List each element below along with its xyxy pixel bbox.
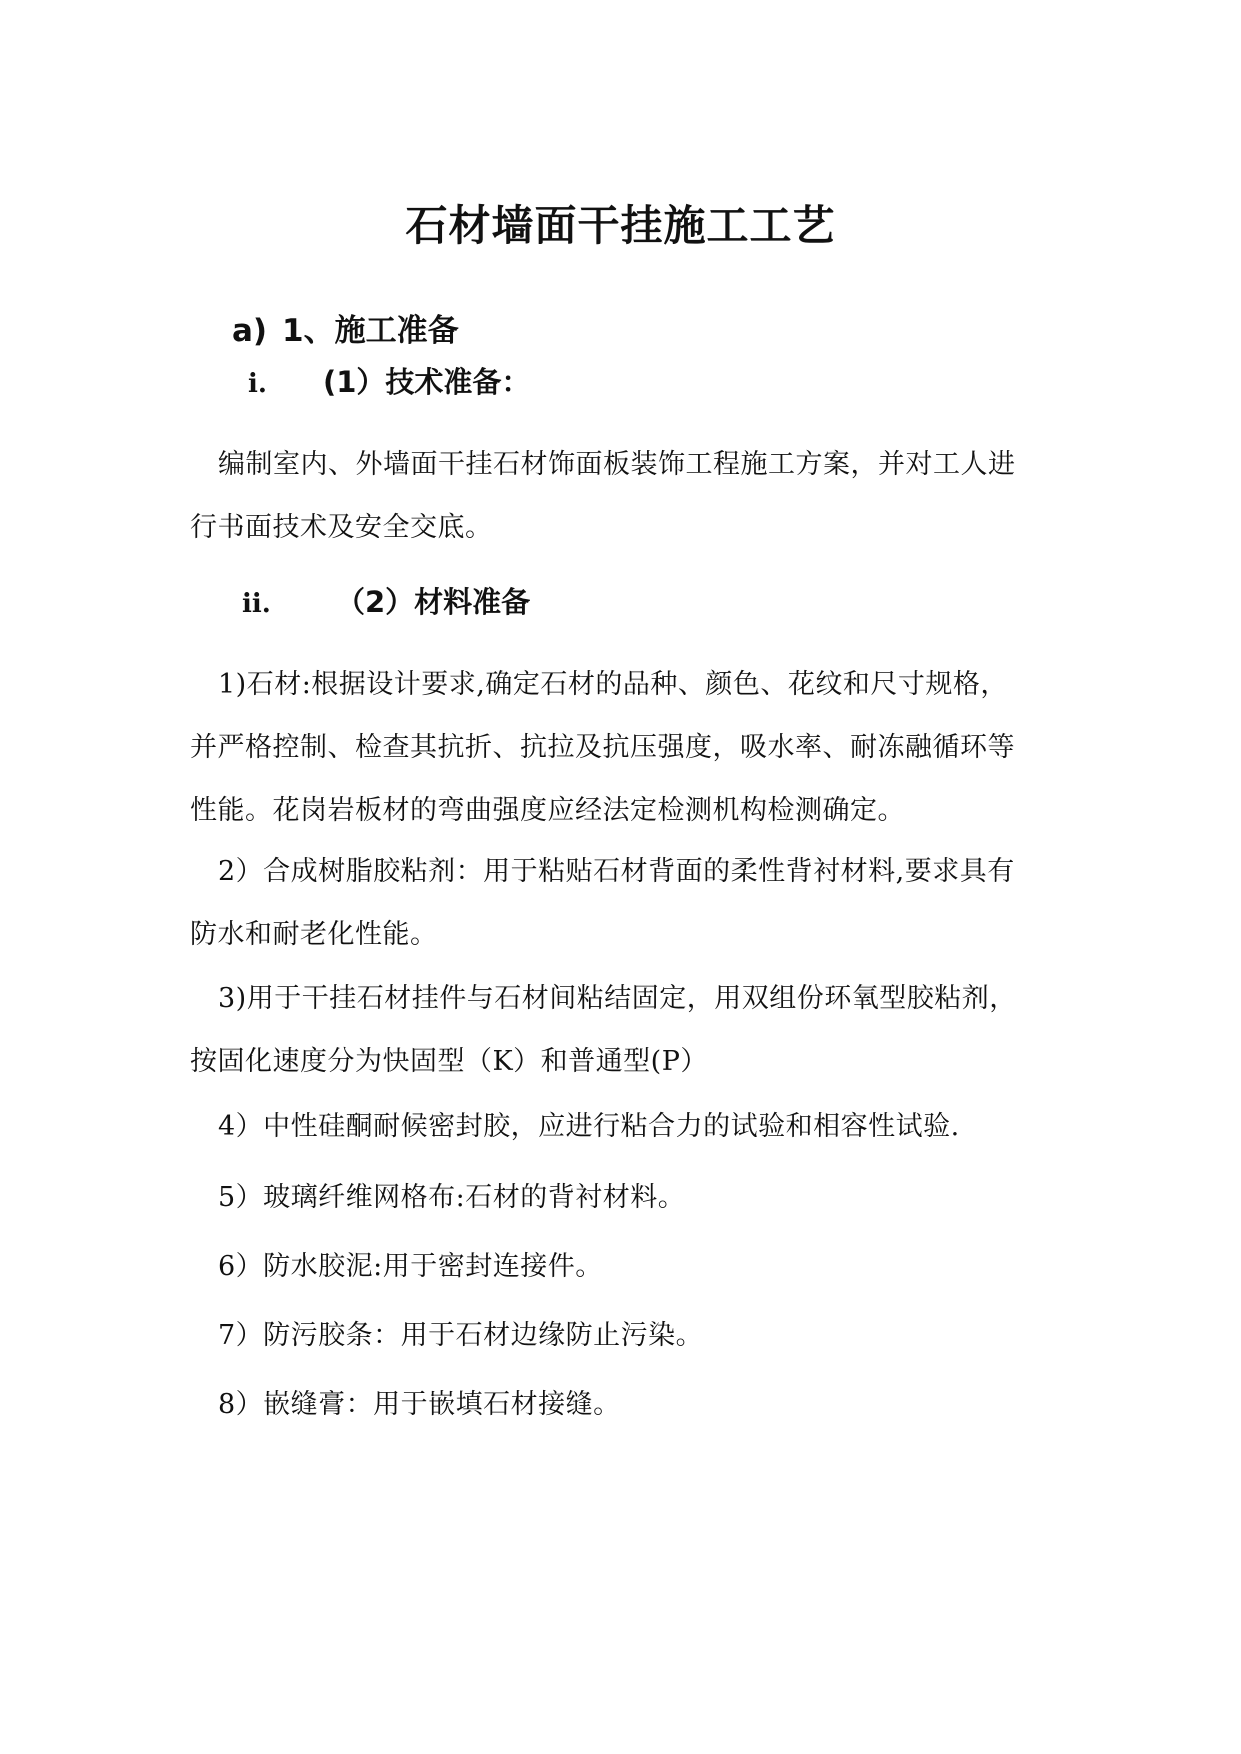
subsection-marker: ii.: [242, 589, 271, 619]
paragraph-line: 1)石材:根据设计要求,确定石材的品种、颜色、花纹和尺寸规格，: [218, 669, 1008, 700]
paragraph-technical-prep: [190, 433, 1060, 559]
material-item-resin-adhesive: [190, 840, 1060, 966]
material-item-sealant: 4）中性硅酮耐候密封胶，应进行粘合力的试验和相容性试验.: [218, 1111, 960, 1142]
material-item-stone: [190, 653, 1060, 842]
section-heading-text: 1、施工准备: [282, 313, 459, 349]
paragraph-line: 防水和耐老化性能。: [190, 919, 438, 950]
material-item-epoxy-adhesive: [190, 967, 1060, 1093]
section-marker: a): [232, 313, 268, 349]
material-item-fiberglass-mesh: 5）玻璃纤维网格布:石材的背衬材料。: [218, 1182, 686, 1213]
paragraph-line: 性能。花岗岩板材的弯曲强度应经法定检测机构检测确定。: [190, 795, 905, 826]
material-item-antifouling-strip: 7）防污胶条：用于石材边缘防止污染。: [218, 1320, 704, 1351]
subsection-marker: i.: [248, 369, 267, 399]
subsection-heading-text: （2）材料准备: [336, 585, 531, 619]
paragraph-line: 编制室内、外墙面干挂石材饰面板装饰工程施工方案，并对工人进: [218, 449, 1016, 480]
material-item-joint-filler: 8）嵌缝膏：用于嵌填石材接缝。: [218, 1389, 621, 1420]
paragraph-line: 按固化速度分为快固型（K）和普通型(P）: [190, 1046, 708, 1077]
paragraph-line: 并严格控制、检查其抗折、抗拉及抗压强度，吸水率、耐冻融循环等: [190, 732, 1015, 763]
paragraph-line: 2）合成树脂胶粘剂：用于粘贴石材背面的柔性背衬材料,要求具有: [218, 856, 1015, 887]
section-heading-construction-prep: [232, 310, 459, 352]
paragraph-line: 行书面技术及安全交底。: [190, 512, 493, 543]
paragraph-line: 3)用于干挂石材挂件与石材间粘结固定，用双组份环氧型胶粘剂，: [218, 983, 1017, 1014]
material-item-waterproof-putty: 6）防水胶泥:用于密封连接件。: [218, 1251, 603, 1282]
subsection-heading-text: (1）技术准备：: [323, 365, 531, 399]
document-title: 石材墙面干挂施工工艺: [405, 201, 836, 250]
